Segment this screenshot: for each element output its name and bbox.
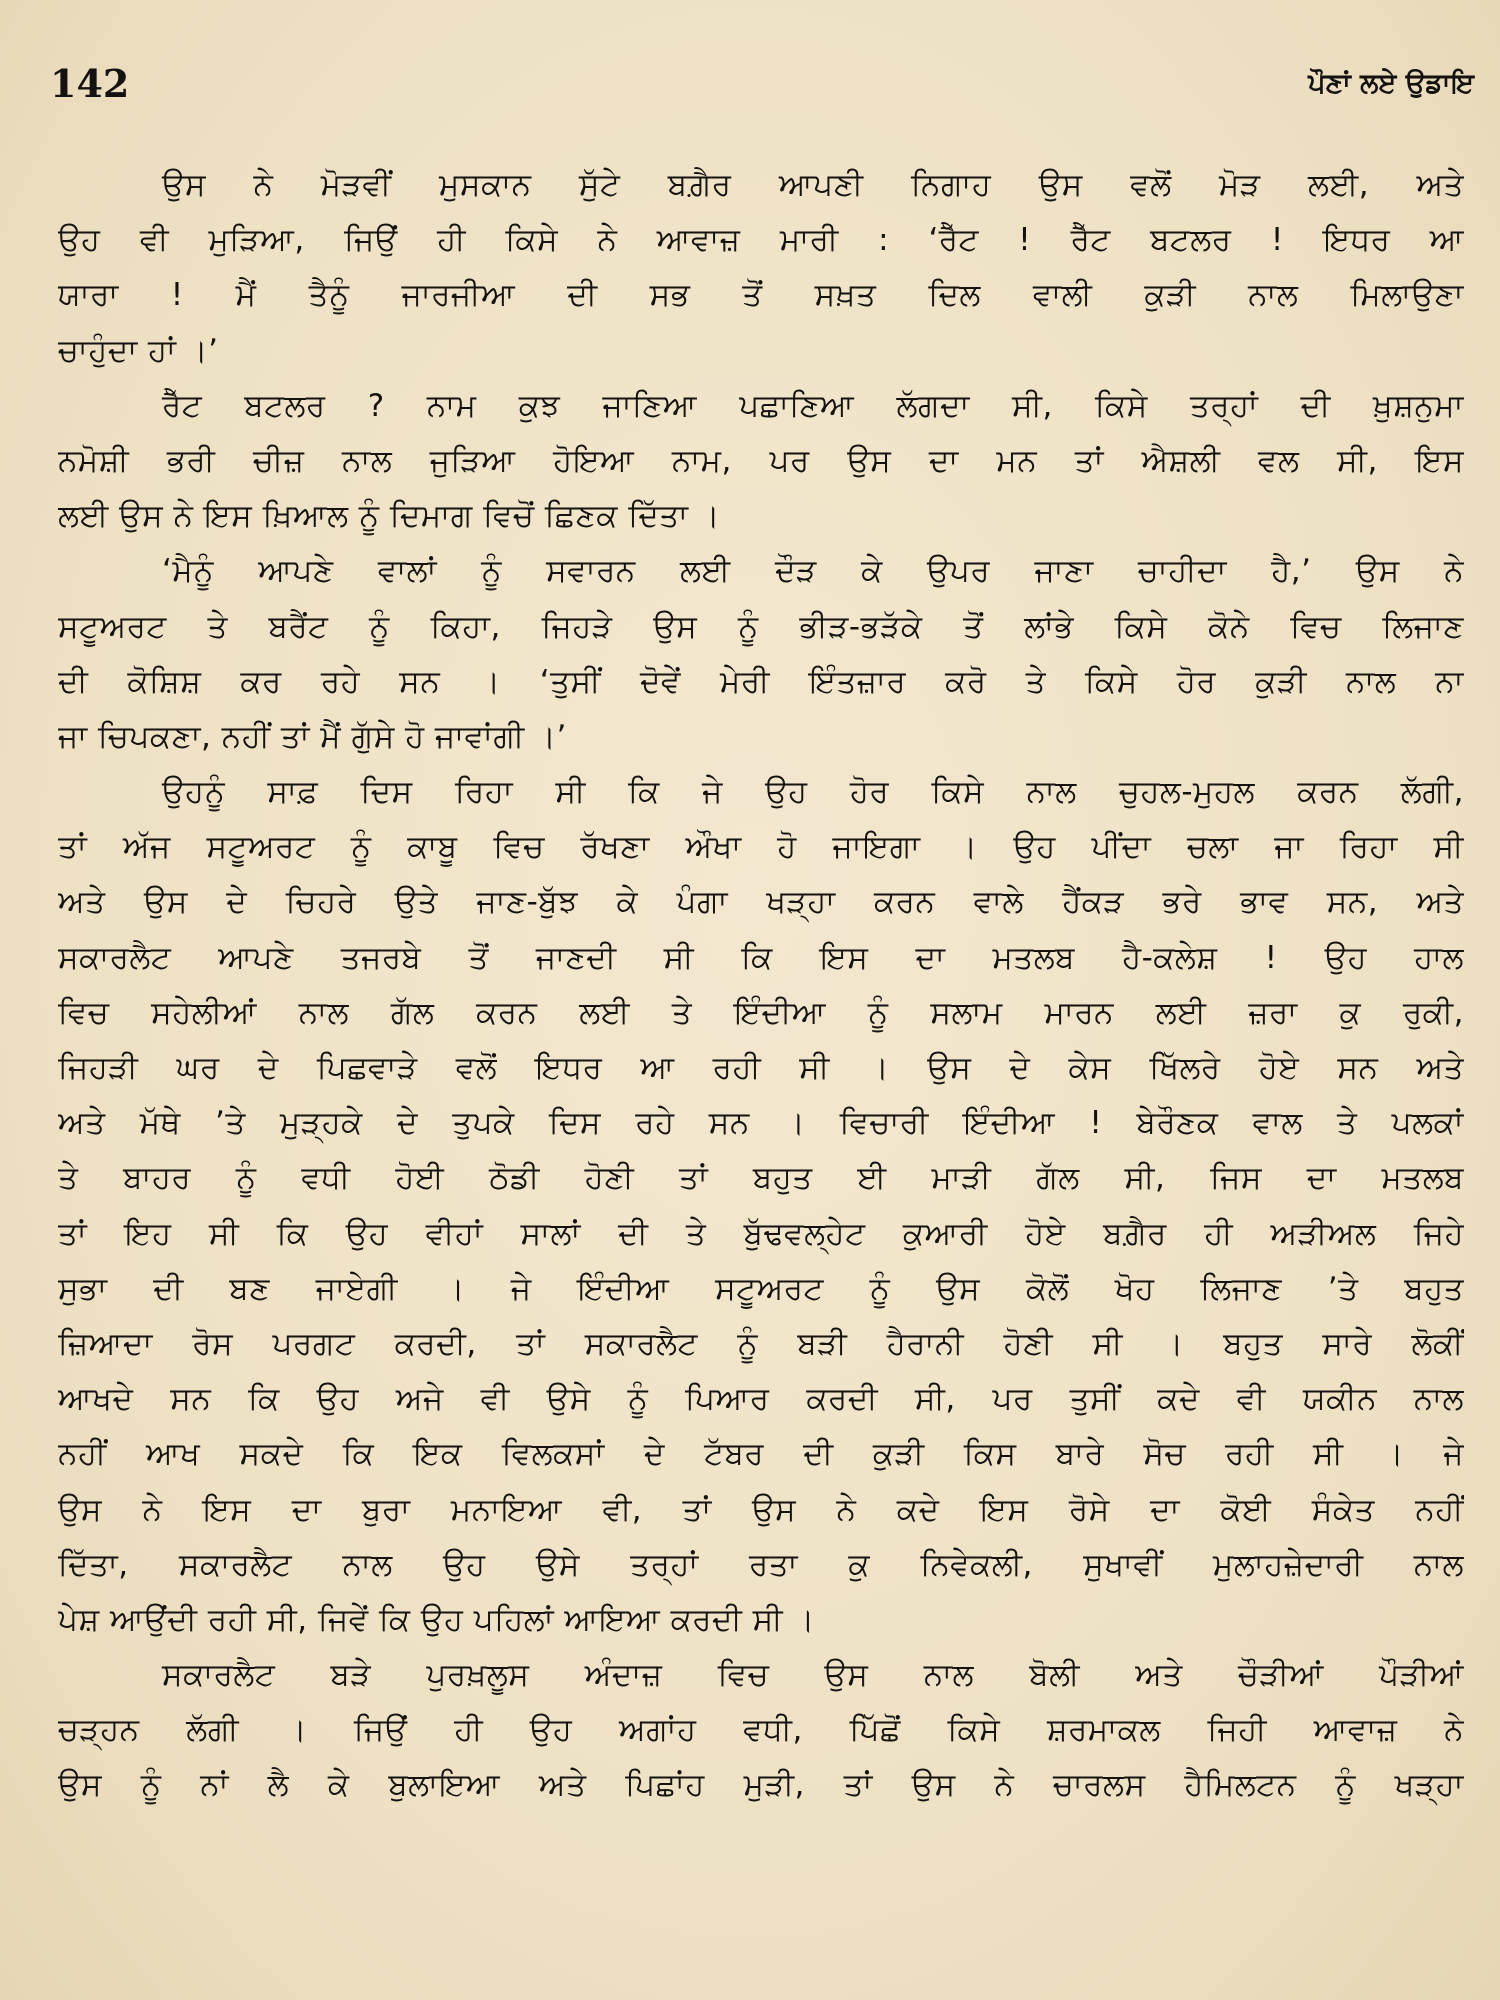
text-line: ਤਾਂ ਅੱਜ ਸਟੂਅਰਟ ਨੂੰ ਕਾਬੂ ਵਿਚ ਰੱਖਣਾ ਔਖਾ ਹੋ ਜਾਇਗਾ । ਉਹ ਪੀਂਦਾ ਚਲਾ ਜਾ ਰਿਹਾ ਸੀ xyxy=(58,829,1464,866)
text-line: ਤੇ ਬਾਹਰ ਨੂੰ ਵਧੀ ਹੋਈ ਠੋਡੀ ਹੋਣੀ ਤਾਂ ਬਹੁਤ ਈ ਮਾੜੀ ਗੱਲ ਸੀ, ਜਿਸ ਦਾ ਮਤਲਬ xyxy=(58,1160,1464,1197)
running-title: ਪੌਣਾਂ ਲਏ ਉਡਾਇ xyxy=(1308,68,1474,99)
text-line: ਸਕਾਰਲੈਟ ਆਪਣੇ ਤਜਰਬੇ ਤੋਂ ਜਾਣਦੀ ਸੀ ਕਿ ਇਸ ਦਾ ਮਤਲਬ ਹੈ-ਕਲੇਸ਼ ! ਉਹ ਹਾਲ xyxy=(58,939,1464,976)
text-line: ਚੜ੍ਹਨ ਲੱਗੀ । ਜਿਉਂ ਹੀ ਉਹ ਅਗਾਂਹ ਵਧੀ, ਪਿੱਛੋਂ ਕਿਸੇ ਸ਼ਰਮਾਕਲ ਜਿਹੀ ਆਵਾਜ਼ ਨੇ xyxy=(58,1712,1464,1749)
body-text xyxy=(58,158,1464,1814)
text-line: ਰੈੱਟ ਬਟਲਰ ? ਨਾਮ ਕੁਝ ਜਾਣਿਆ ਪਛਾਣਿਆ ਲੱਗਦਾ ਸੀ, ਕਿਸੇ ਤਰ੍ਹਾਂ ਦੀ ਖ਼ੁਸ਼ਨੁਮਾ xyxy=(162,387,1464,424)
text-line: ਨਮੋਸ਼ੀ ਭਰੀ ਚੀਜ਼ ਨਾਲ ਜੁੜਿਆ ਹੋਇਆ ਨਾਮ, ਪਰ ਉਸ ਦਾ ਮਨ ਤਾਂ ਐਸ਼ਲੀ ਵਲ ਸੀ, ਇਸ xyxy=(58,442,1464,479)
text-line: ਉਸ ਨੇ ਮੋੜਵੀਂ ਮੁਸਕਾਨ ਸੁੱਟੇ ਬਗ਼ੈਰ ਆਪਣੀ ਨਿਗਾਹ ਉਸ ਵਲੋਂ ਮੋੜ ਲਈ, ਅਤੇ xyxy=(162,167,1464,203)
text-line: ਨਹੀਂ ਆਖ ਸਕਦੇ ਕਿ ਇਕ ਵਿਲਕਸਾਂ ਦੇ ਟੱਬਰ ਦੀ ਕੁੜੀ ਕਿਸ ਬਾਰੇ ਸੋਚ ਰਹੀ ਸੀ । ਜੇ xyxy=(58,1436,1464,1473)
text-line: ਦੀ ਕੋਸ਼ਿਸ਼ ਕਰ ਰਹੇ ਸਨ । ‘ਤੁਸੀਂ ਦੋਵੇਂ ਮੇਰੀ ਇੰਤਜ਼ਾਰ ਕਰੋ ਤੇ ਕਿਸੇ ਹੋਰ ਕੁੜੀ ਨਾਲ ਨਾ xyxy=(58,663,1464,700)
text-line: ਸਟੂਅਰਟ ਤੇ ਬਰੈਂਟ ਨੂੰ ਕਿਹਾ, ਜਿਹੜੇ ਉਸ ਨੂੰ ਭੀੜ-ਭੜੱਕੇ ਤੋਂ ਲਾਂਭੇ ਕਿਸੇ ਕੋਨੇ ਵਿਚ ਲਿਜਾਣ xyxy=(58,608,1464,645)
text-line: ਅਤੇ ਉਸ ਦੇ ਚਿਹਰੇ ਉਤੇ ਜਾਣ-ਬੁੱਝ ਕੇ ਪੰਗਾ ਖੜ੍ਹਾ ਕਰਨ ਵਾਲੇ ਹੈਂਕੜ ਭਰੇ ਭਾਵ ਸਨ, ਅਤੇ xyxy=(58,884,1464,921)
text-line: ਸਕਾਰਲੈਟ ਬੜੇ ਪੁਰਖ਼ਲੂਸ ਅੰਦਾਜ਼ ਵਿਚ ਉਸ ਨਾਲ ਬੋਲੀ ਅਤੇ ਚੌੜੀਆਂ ਪੌੜੀਆਂ xyxy=(162,1657,1464,1694)
text-line: ਪੇਸ਼ ਆਉਂਦੀ ਰਹੀ ਸੀ, ਜਿਵੇਂ ਕਿ ਉਹ ਪਹਿਲਾਂ ਆਇਆ ਕਰਦੀ ਸੀ । xyxy=(58,1601,815,1638)
text-line: ਉਹਨੂੰ ਸਾਫ਼ ਦਿਸ ਰਿਹਾ ਸੀ ਕਿ ਜੇ ਉਹ ਹੋਰ ਕਿਸੇ ਨਾਲ ਚੁਹਲ-ਮੁਹਲ ਕਰਨ ਲੱਗੀ, xyxy=(162,774,1464,811)
text-line: ਦਿੱਤਾ, ਸਕਾਰਲੈਟ ਨਾਲ ਉਹ ਉਸੇ ਤਰ੍ਹਾਂ ਰਤਾ ਕੁ ਨਿਵੇਕਲੀ, ਸੁਖਾਵੀਂ ਮੁਲਾਹਜ਼ੇਦਾਰੀ ਨਾਲ xyxy=(58,1546,1464,1583)
text-line: ਸੁਭਾ ਦੀ ਬਣ ਜਾਏਗੀ । ਜੇ ਇੰਦੀਆ ਸਟੂਅਰਟ ਨੂੰ ਉਸ ਕੋਲੋਂ ਖੋਹ ਲਿਜਾਣ ’ਤੇ ਬਹੁਤ xyxy=(58,1270,1464,1307)
text-line: ਲਈ ਉਸ ਨੇ ਇਸ ਖ਼ਿਆਲ ਨੂੰ ਦਿਮਾਗ ਵਿਚੋਂ ਛਿਣਕ ਦਿੱਤਾ । xyxy=(58,498,721,535)
text-line: ਉਸ ਨੇ ਇਸ ਦਾ ਬੁਰਾ ਮਨਾਇਆ ਵੀ, ਤਾਂ ਉਸ ਨੇ ਕਦੇ ਇਸ ਰੋਸੇ ਦਾ ਕੋਈ ਸੰਕੇਤ ਨਹੀਂ xyxy=(58,1491,1464,1528)
text-line: ਜਾ ਚਿਪਕਣਾ, ਨਹੀਂ ਤਾਂ ਮੈਂ ਗੁੱਸੇ ਹੋ ਜਾਵਾਂਗੀ ।’ xyxy=(58,718,567,755)
text-line: ‘ਮੈਨੂੰ ਆਪਣੇ ਵਾਲਾਂ ਨੂੰ ਸਵਾਰਨ ਲਈ ਦੌੜ ਕੇ ਉਪਰ ਜਾਣਾ ਚਾਹੀਦਾ ਹੈ,’ ਉਸ ਨੇ xyxy=(162,553,1464,590)
text-line: ਵਿਚ ਸਹੇਲੀਆਂ ਨਾਲ ਗੱਲ ਕਰਨ ਲਈ ਤੇ ਇੰਦੀਆ ਨੂੰ ਸਲਾਮ ਮਾਰਨ ਲਈ ਜ਼ਰਾ ਕੁ ਰੁਕੀ, xyxy=(58,994,1464,1031)
text-line: ਤਾਂ ਇਹ ਸੀ ਕਿ ਉਹ ਵੀਹਾਂ ਸਾਲਾਂ ਦੀ ਤੇ ਬੁੱਢਵਲ੍ਹੇਟ ਕੁਆਰੀ ਹੋਏ ਬਗ਼ੈਰ ਹੀ ਅੜੀਅਲ ਜਿਹੇ xyxy=(58,1215,1464,1252)
text-line: ਉਸ ਨੂੰ ਨਾਂ ਲੈ ਕੇ ਬੁਲਾਇਆ ਅਤੇ ਪਿਛਾਂਹ ਮੁੜੀ, ਤਾਂ ਉਸ ਨੇ ਚਾਰਲਸ ਹੈਮਿਲਟਨ ਨੂੰ ਖੜ੍ਹਾ xyxy=(58,1767,1464,1804)
text-line: ਆਖਦੇ ਸਨ ਕਿ ਉਹ ਅਜੇ ਵੀ ਉਸੇ ਨੂੰ ਪਿਆਰ ਕਰਦੀ ਸੀ, ਪਰ ਤੁਸੀਂ ਕਦੇ ਵੀ ਯਕੀਨ ਨਾਲ xyxy=(58,1381,1464,1418)
text-line: ਅਤੇ ਮੱਥੇ ’ਤੇ ਮੁੜ੍ਹਕੇ ਦੇ ਤੁਪਕੇ ਦਿਸ ਰਹੇ ਸਨ । ਵਿਚਾਰੀ ਇੰਦੀਆ ! ਬੇਰੌਣਕ ਵਾਲ ਤੇ ਪਲਕਾਂ xyxy=(58,1105,1464,1142)
text-line: ਯਾਰਾ ! ਮੈਂ ਤੈਨੂੰ ਜਾਰਜੀਆ ਦੀ ਸਭ ਤੋਂ ਸਖ਼ਤ ਦਿਲ ਵਾਲੀ ਕੁੜੀ ਨਾਲ ਮਿਲਾਉਣਾ xyxy=(58,277,1464,314)
text-line: ਚਾਹੁੰਦਾ ਹਾਂ ।’ xyxy=(58,332,219,369)
text-line: ਜ਼ਿਆਦਾ ਰੋਸ ਪਰਗਟ ਕਰਦੀ, ਤਾਂ ਸਕਾਰਲੈਟ ਨੂੰ ਬੜੀ ਹੈਰਾਨੀ ਹੋਣੀ ਸੀ । ਬਹੁਤ ਸਾਰੇ ਲੋਕੀਂ xyxy=(58,1325,1464,1362)
text-line: ਉਹ ਵੀ ਮੁੜਿਆ, ਜਿਉਂ ਹੀ ਕਿਸੇ ਨੇ ਆਵਾਜ਼ ਮਾਰੀ : ‘ਰੈੱਟ ! ਰੈੱਟ ਬਟਲਰ ! ਇਧਰ ਆ xyxy=(58,222,1464,259)
text-line: ਜਿਹੜੀ ਘਰ ਦੇ ਪਿਛਵਾੜੇ ਵਲੋਂ ਇਧਰ ਆ ਰਹੀ ਸੀ । ਉਸ ਦੇ ਕੇਸ ਖਿੱਲਰੇ ਹੋਏ ਸਨ ਅਤੇ xyxy=(58,1050,1464,1086)
page-number: 142 xyxy=(50,61,130,106)
